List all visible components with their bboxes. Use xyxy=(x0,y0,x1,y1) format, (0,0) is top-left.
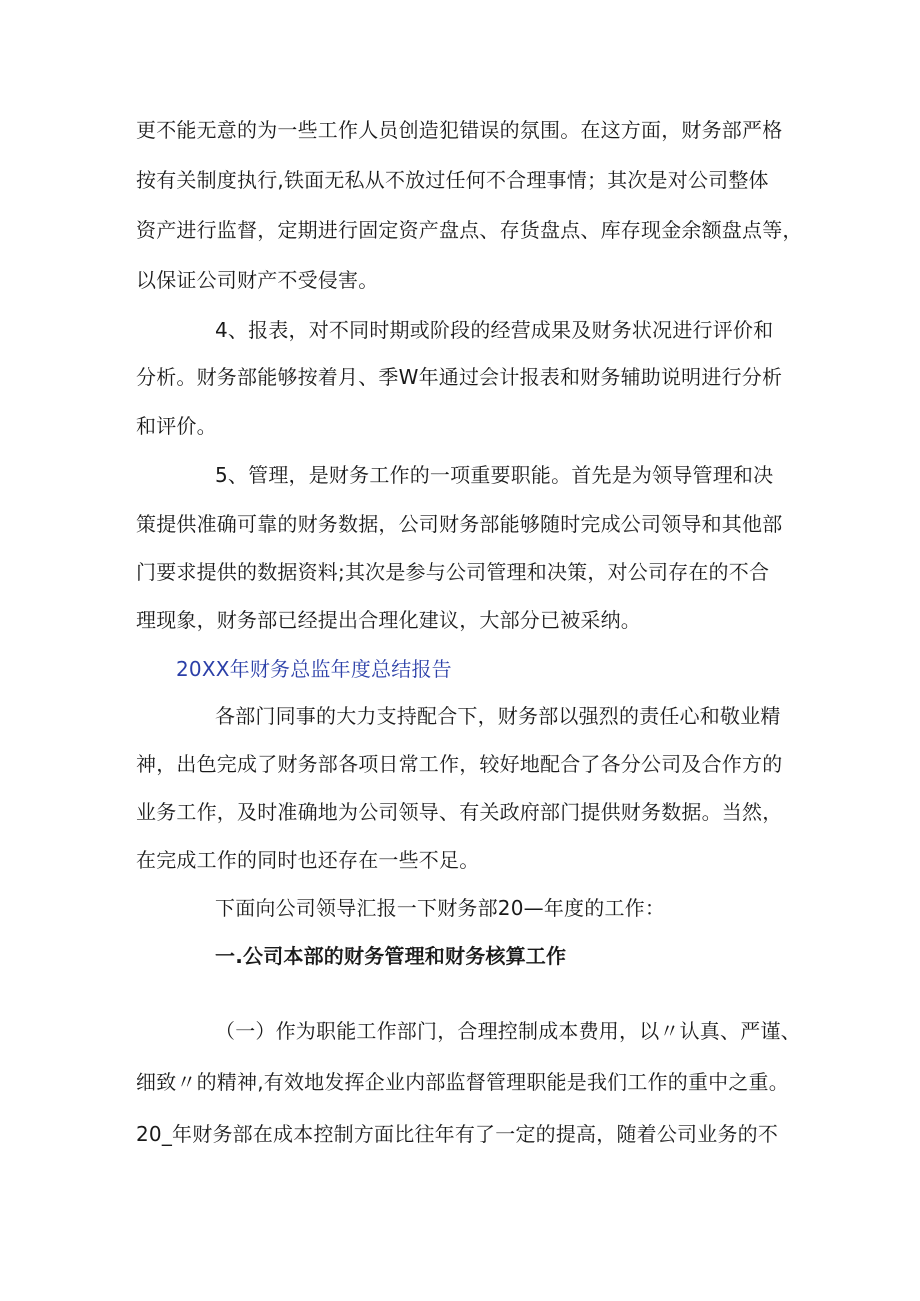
report-title: 20XX年财务总监年度总结报告 xyxy=(176,657,452,681)
paragraph-1-line-2: 按有关制度执行,铁面无私从不放过任何不合理事情；其次是对公司整体 xyxy=(136,168,769,192)
paragraph-1-line-4: 以保证公司财产不受侵害。 xyxy=(136,268,379,292)
section-heading: 一.公司本部的财务管理和财务核算工作 xyxy=(215,944,567,968)
paragraph-4-line-4: 在完成工作的同时也还存在一些不足。 xyxy=(136,848,480,872)
paragraph-5: 下面向公司领导汇报一下财务部20—年度的工作： xyxy=(215,896,666,920)
paragraph-6-line-3: 20_年财务部在成本控制方面比往年有了一定的提高，随着公司业务的不 xyxy=(136,1122,779,1146)
paragraph-2-line-3: 和评价。 xyxy=(136,414,217,438)
paragraph-1-line-1: 更不能无意的为一些工作人员创造犯错误的氛围。在这方面，财务部严格 xyxy=(136,118,783,142)
paragraph-4-line-3: 业务工作，及时准确地为公司领导、有关政府部门提供财务数据。当然， xyxy=(136,800,783,824)
paragraph-4-line-2: 神，出色完成了财务部各项日常工作，较好地配合了各分公司及合作方的 xyxy=(136,752,783,776)
paragraph-3-line-2: 策提供准确可靠的财务数据，公司财务部能够随时完成公司领导和其他部 xyxy=(136,512,783,536)
paragraph-4-line-1: 各部门同事的大力支持配合下，财务部以强烈的责任心和敬业精 xyxy=(215,704,781,728)
paragraph-3-line-3: 门要求提供的数据资料;其次是参与公司管理和决策，对公司存在的不合 xyxy=(136,560,770,584)
paragraph-6-line-1: （一）作为职能工作部门，合理控制成本费用，以〃认真、严谨、 xyxy=(215,1019,801,1043)
paragraph-2-line-2: 分析。财务部能够按着月、季W年通过会计报表和财务辅助说明进行分析 xyxy=(136,365,783,389)
paragraph-3-line-4: 理现象，财务部已经提出合理化建议，大部分已被采纳。 xyxy=(136,608,641,632)
paragraph-2-line-1: 4、报表，对不同时期或阶段的经营成果及财务状况进行评价和 xyxy=(215,318,774,342)
paragraph-3-line-1: 5、管理，是财务工作的一项重要职能。首先是为领导管理和决 xyxy=(215,463,774,487)
paragraph-1-line-3: 资产进行监督，定期进行固定资产盘点、存货盘点、库存现金余额盘点等， xyxy=(136,218,803,242)
paragraph-6-line-2: 细致〃的精神,有效地发挥企业内部监督管理职能是我们工作的重中之重。 xyxy=(136,1070,789,1094)
